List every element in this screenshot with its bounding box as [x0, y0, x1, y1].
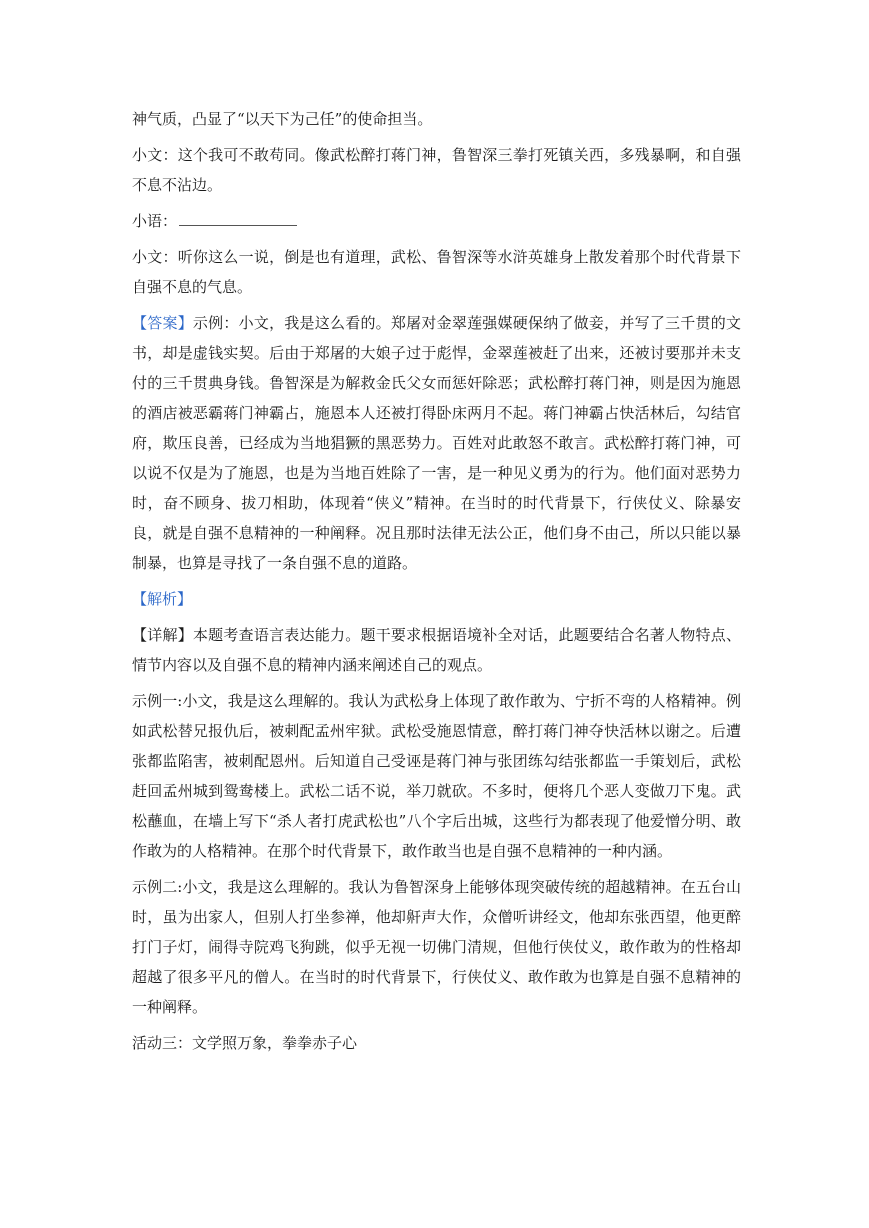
answer-paragraph	[132, 308, 741, 578]
example-one: 示例一:小文，我是这么理解的。我认为武松身上体现了敢作敢为、宁折不弯的人格精神。例如武松替兄报仇后，被刺配孟州牢狱。武松受施恩情意，醉打蒋门神夺快活林以谢之。后遭张都监陷害，被刺配恩州。后知道自己受诬是蒋门神与张团练勾结张都监一手策划后，武松赶回孟州城到鸳鸯楼上。武松二话不说，举刀就砍。不多时，便将几个恶人变做刀下鬼。武松蘸血，在墙上写下“杀人者打虎武松也”八个字后出城，这些行为都表现了他爱憎分明、敢作敢为的人格精神。在那个时代背景下，敢作敢当也是自强不息精神的一种内涵。	[132, 692, 741, 860]
dialogue-xiaoyu-blank	[132, 206, 741, 236]
example-two: 示例二:小文，我是这么理解的。我认为鲁智深身上能够体现突破传统的超越精神。在五台山时，虽为出家人，但别人打坐参禅，他却鼾声大作，众僧听讲经文，他却东张西望，他更醉打门子灯，闹得寺院鸡飞狗跳，似乎无视一切佛门清规，但他行侠仗义，敢作敢为的性格却超越了很多平凡的僧人。在当时的时代背景下，行侠仗义、敢作敢为也算是自强不息精神的一种阐释。	[132, 878, 741, 1016]
dialogue-speaker-label: 小语：	[132, 212, 178, 230]
activity-heading: 活动三：文学照万象，拳拳赤子心	[132, 1034, 358, 1052]
dialogue-xiaowen-2: 小文：听你这么一说，倒是也有道理，武松、鲁智深等水浒英雄身上散发着那个时代背景下自强不息的气息。	[132, 248, 741, 296]
detail-paragraph: 【详解】本题考查语言表达能力。题干要求根据语境补全对话，此题要结合名著人物特点、情节内容以及自强不息的精神内涵来阐述自己的观点。	[132, 626, 741, 674]
paragraph-continuation: 神气质，凸显了“以天下为己任”的使命担当。	[132, 110, 433, 128]
fill-in-blank	[179, 207, 297, 226]
answer-tag: 【答案】	[132, 314, 193, 332]
dialogue-xiaowen-1: 小文：这个我可不敢苟同。像武松醉打蒋门神，鲁智深三拳打死镇关西，多残暴啊，和自强不息不沾边。	[132, 146, 741, 194]
answer-text: 示例：小文，我是这么看的。郑屠对金翠莲强媒硬保纳了做妾，并写了三千贯的文书，却是虚钱实契。后由于郑屠的大娘子过于彪悍，金翠莲被赶了出来，还被讨要那并未支付的三千贯典身钱。鲁智深是为解救金氏父女而惩奸除恶；武松醉打蒋门神，则是因为施恩的酒店被恶霸蒋门神霸占，施恩本人还被打得卧床两月不起。蒋门神霸占快活林后，勾结官府，欺压良善，已经成为当地猖獗的黑恶势力。百姓对此敢怒不敢言。武松醉打蒋门神，可以说不仅是为了施恩，也是为当地百姓除了一害，是一种见义勇为的行为。他们面对恶势力时，奋不顾身、拔刀相助，体现着“侠义”精神。在当时的时代背景下，行侠仗义、除暴安良，就是自强不息精神的一种阐释。况且那时法律无法公正，他们身不由己，所以只能以暴制暴，也算是寻找了一条自强不息的道路。	[132, 314, 741, 572]
analysis-tag: 【解析】	[132, 590, 193, 608]
analysis-heading	[132, 584, 741, 614]
